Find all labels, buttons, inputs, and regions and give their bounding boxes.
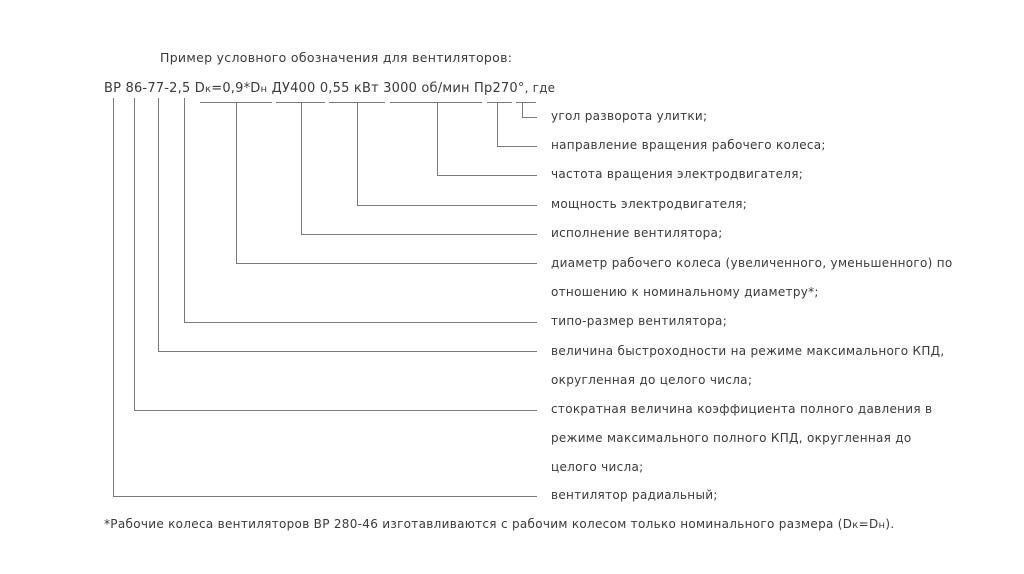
desc-pressure-line-1: стократная величина коэффициента полного давления в [551, 402, 933, 416]
desc-rotation-direction: направление вращения рабочего колеса; [551, 138, 826, 152]
code-part-1: ВР 86-77-2,5 D [104, 81, 205, 96]
desc-diameter-line-2: отношению к номинальному диаметру*; [551, 285, 819, 299]
desc-radial-fan: вентилятор радиальный; [551, 488, 718, 502]
code-part-2: =0,9*D [211, 81, 261, 96]
footnote-dk-subscript: к [852, 520, 859, 531]
desc-motor-speed: частота вращения электродвигателя; [551, 167, 804, 181]
footnote [104, 517, 894, 531]
code-suffix: , где [524, 81, 556, 95]
desc-speed-class-line-2: округленная до целого числа; [551, 373, 753, 387]
code-dn-subscript: н [260, 84, 268, 95]
desc-diameter-line-1: диаметр рабочего колеса (увеличенного, уменьшенного) по [551, 256, 953, 270]
code-dk-subscript: к [204, 84, 212, 95]
example-title: Пример условного обозначения для вентиляторов: [160, 50, 513, 65]
desc-motor-power: мощность электродвигателя; [551, 197, 748, 211]
desc-execution: исполнение вентилятора; [551, 226, 723, 240]
footnote-dn-subscript: н [878, 520, 886, 531]
footnote-part-3: ). [885, 517, 895, 531]
desc-pressure-line-2: режиме максимального полного КПД, округленная до [551, 431, 912, 445]
footnote-part-2: =D [858, 517, 879, 531]
desc-pressure-line-3: целого числа; [551, 460, 644, 474]
desc-speed-class-line-1: величина быстроходности на режиме максимального КПД, [551, 344, 945, 358]
footnote-part-1: *Рабочие колеса вентиляторов ВР 280-46 изготавливаются с рабочим колесом только номинального размера (D [104, 517, 853, 531]
code-part-3: ДУ400 0,55 кВт 3000 об/мин Пр270° [267, 81, 525, 96]
desc-size-type: типо-размер вентилятора; [551, 314, 728, 328]
desc-angle: угол разворота улитки; [551, 109, 708, 123]
